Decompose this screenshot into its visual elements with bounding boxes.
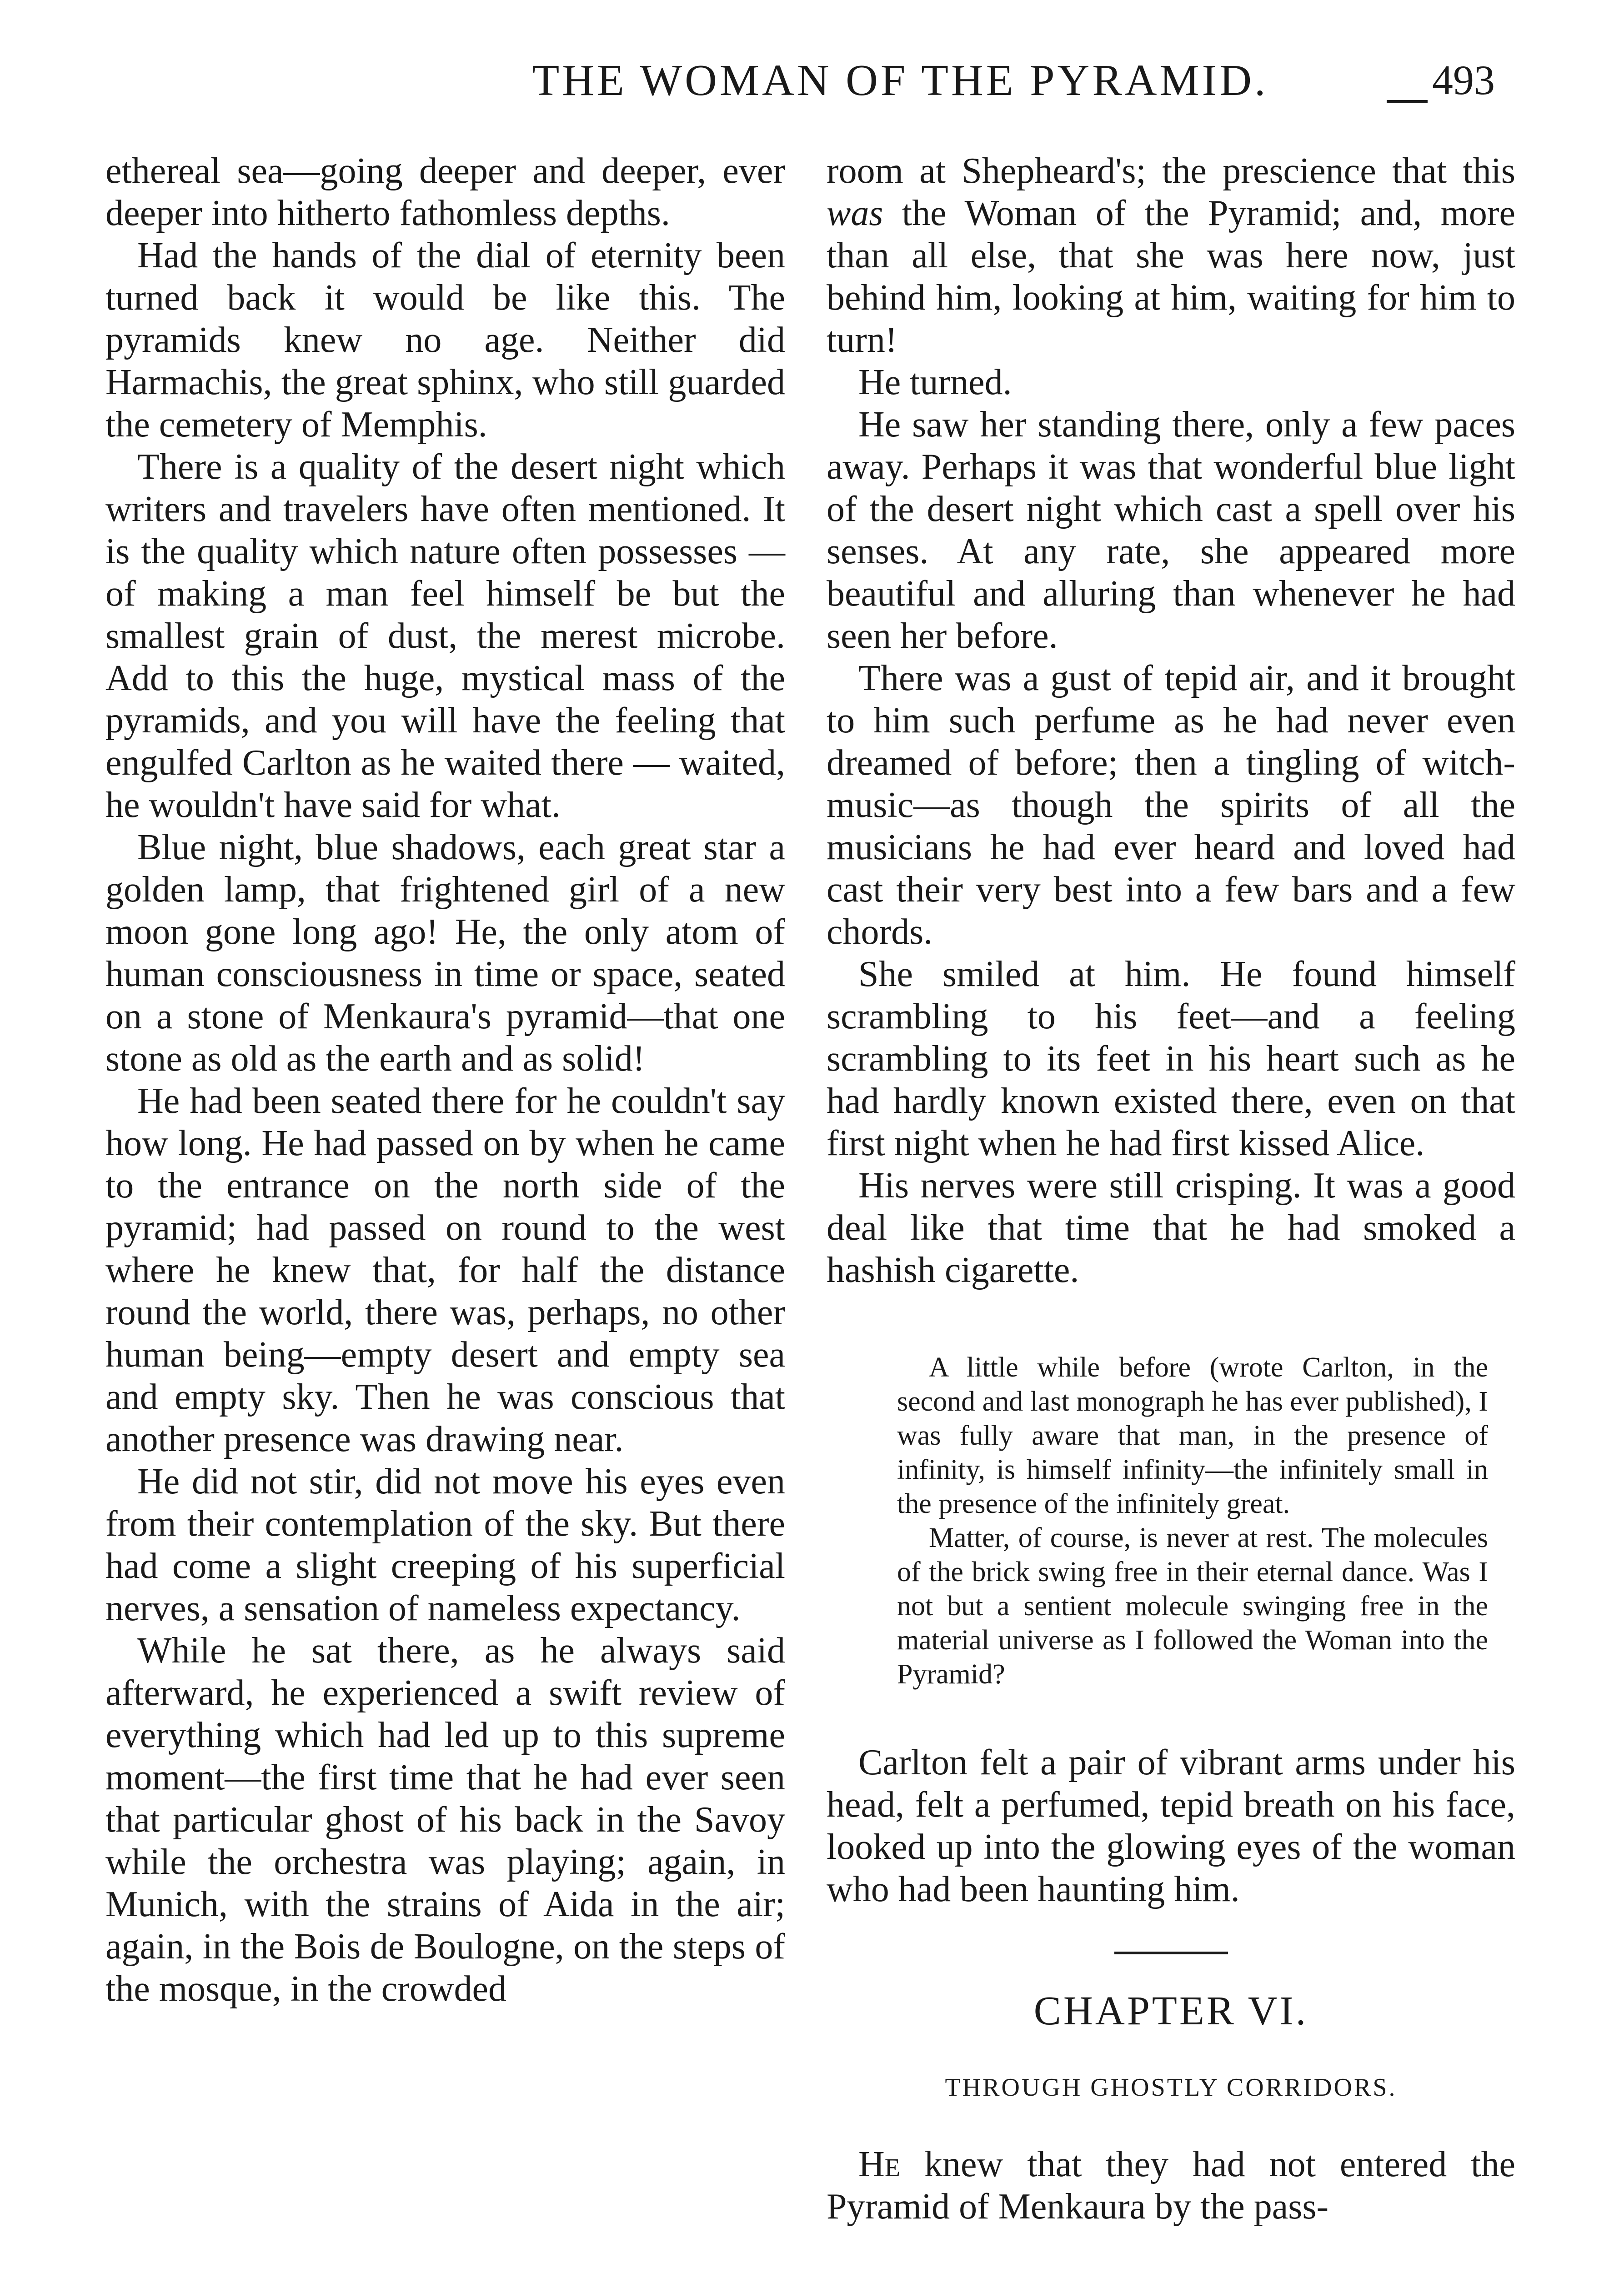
page-number: 493 [1432,57,1495,103]
chapter-subtitle: THROUGH GHOSTLY CORRIDORS. [945,2073,1397,2102]
continued-text-start: room at Shepheard's; the prescience that this [827,151,1515,191]
paragraph: There is a quality of the desert night which writers and travelers have often mentioned. It is the quality which nature often possesses — of making a man feel himself be but the smallest grain of dust, the merest microbe. Add to this the huge, mystical mass of the pyramids, and you will have the feeling that engulfed Carlton as he waited there — waited, he wouldn't have said for what. [105,447,785,825]
opening-text: knew that they had not entered the Pyramid of Menkaura by the pass- [827,2144,1515,2227]
block-quote [897,1351,1488,1692]
paragraph: Carlton felt a pair of vibrant arms under his head, felt a perfumed, tepid breath on his face, looked up into the glowing eyes of the woman who had been haunting him. [827,1742,1515,1909]
paragraph: There was a gust of tepid air, and it brought to him such perfume as he had never even dreamed of before; then a tingling of witch-music—as though the spirits of all the musicians he had ever heard and loved had cast their very best into a few bars and a few chords. [827,658,1515,952]
chapter-heading: CHAPTER VI. [1033,1988,1308,2033]
paragraph: ethereal sea—going deeper and deeper, ever deeper into hitherto fathomless depths. [105,151,785,233]
paragraph: He did not stir, did not move his eyes even from their contemplation of the sky. But there had come a slight creeping of his superficial nerves, a sensation of nameless expectancy. [105,1462,785,1628]
paragraph: He saw her standing there, only a few paces away. Perhaps it was that wonderful blue light of the desert night which cast a spell over his senses. At any rate, she appeared more beautiful and alluring than whenever he had seen her before. [827,405,1515,656]
continued-paragraph [827,150,1515,361]
paragraph: He had been seated there for he couldn't say how long. He had passed on by when he came to the entrance on the north side of the pyramid; had passed on round to the west where he knew that, for half the distance round the world, there was, perhaps, no other human being—empty desert and empty sea and empty sky. Then he was conscious that another presence was drawing near. [105,1081,785,1459]
quote-paragraph: Matter, of course, is never at rest. The molecules of the brick swing free in their eternal dance. Was I not but a sentient molecule swinging free in the material universe as I followed the Woman into the Pyramid? [897,1522,1488,1690]
paragraph: Had the hands of the dial of eternity been turned back it would be like this. The pyramids knew no age. Neither did Harmachis, the great sphinx, who still guarded the cemetery of Memphis. [105,235,785,445]
paragraph: Blue night, blue shadows, each great star a golden lamp, that frightened girl of a new moon gone long ago! He, the only atom of human consciousness in time or space, seated on a stone of Menkaura's pyramid—that one stone as old as the earth and as solid! [105,827,785,1079]
paragraph: He turned. [858,362,1012,402]
paragraph: His nerves were still crisping. It was a good deal like that time that he had smoked a hashish cigarette. [827,1166,1515,1290]
right-column [827,150,1515,2228]
left-column [105,150,785,2010]
paragraph: She smiled at him. He found himself scrambling to his feet—and a feeling scrambling to its feet in his heart such as he had hardly known existed there, even on that first night when he had first kissed Alice. [827,954,1515,1163]
header-dash-rule [1387,100,1428,103]
quote-paragraph: A little while before (wrote Carlton, in the second and last monograph he has ever published), I was fully aware that man, in the presence of infinity, is himself infinity—the infinitely small in the presence of the infinitely great. [897,1352,1488,1519]
chapter-opening-paragraph [827,2143,1515,2228]
section-divider [1114,1952,1228,1954]
paragraph: While he sat there, as he always said afterward, he experienced a swift review of everything which had led up to this supreme moment—the first time that he had ever seen that particular ghost of his back in the Savoy while the orchestra was playing; again, in Munich, with the strains of Aida in the air; again, in the Bois de Boulogne, on the steps of the mosque, in the crowded [105,1631,785,2009]
emphasized-word: was [827,193,883,233]
opening-lead-word: He [858,2144,900,2184]
continued-text-end: the Woman of the Pyramid; and, more than all else, that she was here now, just behind him, looking at him, waiting for him to turn! [827,193,1515,360]
running-title: THE WOMAN OF THE PYRAMID. [532,56,1268,105]
